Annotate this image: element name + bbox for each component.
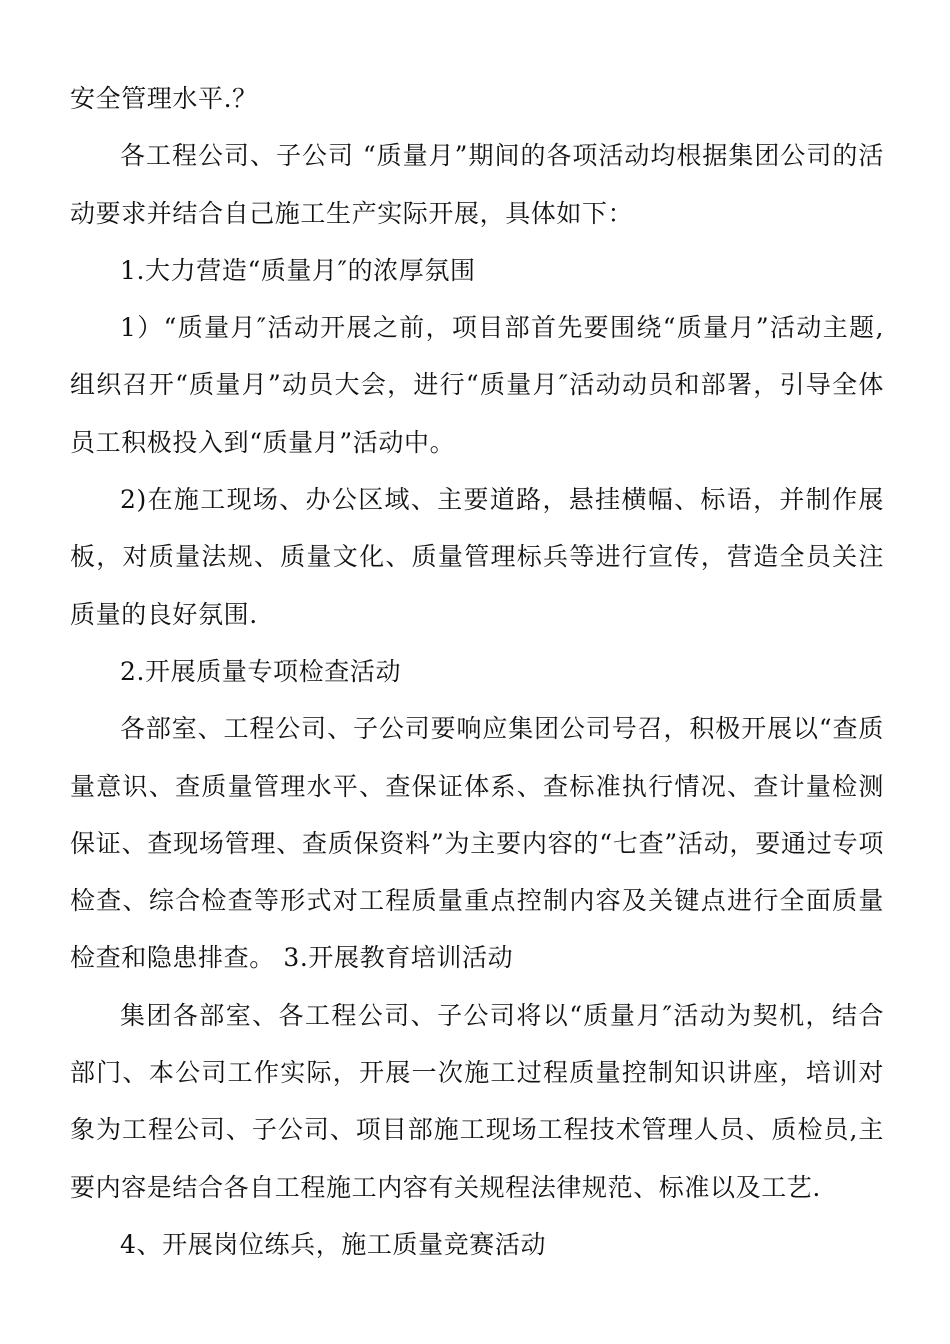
paragraph-3: 1）“质量月″活动开展之前，项目部首先要围绕“质量月”活动主题,组织召开“质量月”动员大会，进行“质量月″活动动员和部署，引导全体员工积极投入到“质量月”活动中。: [70, 313, 884, 457]
section-heading-4: 4、开展岗位练兵，施工质量竞赛活动: [120, 1229, 547, 1259]
section-heading-2: 2.开展质量专项检查活动: [120, 656, 402, 686]
document-body: [70, 70, 884, 1273]
section-heading-1: 1.大力营造“质量月″的浓厚氛围: [120, 255, 476, 285]
paragraph-4: 2)在施工现场、办公区域、主要道路，悬挂横幅、标语，并制作展板，对质量法规、质量文化、质量管理标兵等进行宣传，营造全员关注质量的良好氛围.: [70, 485, 884, 629]
paragraph-2: 各工程公司、子公司 “质量月”期间的各项活动均根据集团公司的活动要求并结合自己施工生产实际开展，具体如下：: [70, 141, 884, 228]
paragraph-5: 各部室、工程公司、子公司要响应集团公司号召，积极开展以“查质量意识、查质量管理水平、查保证体系、查标准执行情况、查计量检测保证、查现场管理、查质保资料”为主要内容的“七查”活动，要通过专项检查、综合检查等形式对工程质量重点控制内容及关键点进行全面质量检查和隐患排查。 3.开展教育培训活动: [70, 714, 884, 973]
paragraph-6: 集团各部室、各工程公司、子公司将以“质量月″活动为契机，结合部门、本公司工作实际，开展一次施工过程质量控制知识讲座，培训对象为工程公司、子公司、项目部施工现场工程技术管理人员、质检员,主要内容是结合各自工程施工内容有关规程法律规范、标准以及工艺.: [70, 1000, 884, 1202]
paragraph-1: 安全管理水平.？: [70, 84, 258, 113]
